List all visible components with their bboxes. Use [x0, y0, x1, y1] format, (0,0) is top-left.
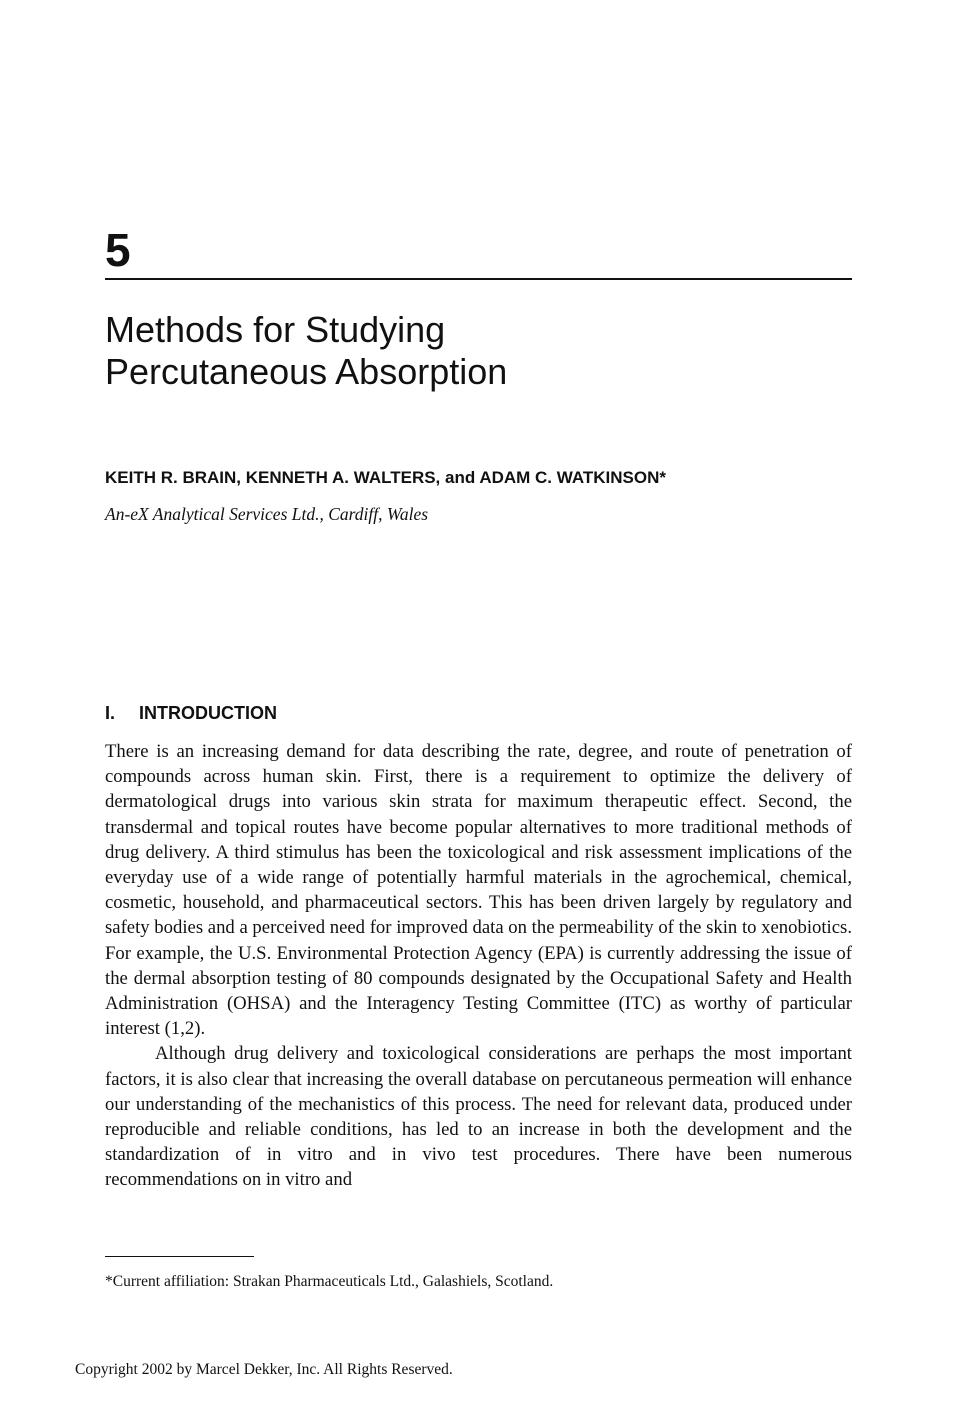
section-title: INTRODUCTION: [139, 703, 277, 723]
copyright-notice: Copyright 2002 by Marcel Dekker, Inc. All Rights Reserved.: [75, 1361, 453, 1378]
body-text: [105, 739, 852, 1193]
footnote-rule: [105, 1256, 254, 1257]
paragraph-1: There is an increasing demand for data describing the rate, degree, and route of penetration of compounds across human skin. First, there is a requirement to optimize the delivery of dermatological drugs into various skin strata for maximum therapeutic effect. Second, the transdermal and topical routes have become popular alternatives to more traditional methods of drug delivery. A third stimulus has been the toxicological and risk assessment implications of the everyday use of a wide range of potentially harmful materials in the agrochemical, chemical, cosmetic, household, and pharmaceutical sectors. This has been driven largely by regulatory and safety bodies and a perceived need for improved data on the permeability of the skin to xenobiotics. For example, the U.S. Environmental Protection Agency (EPA) is currently addressing the issue of the dermal absorption testing of 80 compounds designated by the Occupational Safety and Health Administration (OHSA) and the Interagency Testing Committee (ITC) as worthy of particular interest (1,2).: [105, 741, 852, 1040]
chapter-rule: [105, 278, 852, 280]
chapter-number: 5: [105, 224, 131, 276]
section-heading: [105, 701, 277, 725]
author-list: KEITH R. BRAIN, KENNETH A. WALTERS, and ADAM C. WATKINSON*: [105, 468, 666, 487]
paragraph-2: Although drug delivery and toxicological considerations are perhaps the most important factors, it is also clear that increasing the overall database on percutaneous permeation will enhance our understanding of the mechanistics of this process. The need for relevant data, produced under reproducible and reliable conditions, has led to an increase in both the development and the standardization of in vitro and in vivo test procedures. There have been numerous recommendations on in vitro and: [105, 1043, 852, 1191]
chapter-title-line-1: Methods for Studying: [105, 309, 446, 350]
chapter-title-line-2: Percutaneous Absorption: [105, 351, 508, 392]
author-affiliation: An-eX Analytical Services Ltd., Cardiff, Wales: [105, 504, 429, 524]
section-number: I.: [105, 703, 116, 723]
footnote: *Current affiliation: Strakan Pharmaceuticals Ltd., Galashiels, Scotland.: [105, 1273, 554, 1290]
chapter-title: [105, 309, 507, 393]
